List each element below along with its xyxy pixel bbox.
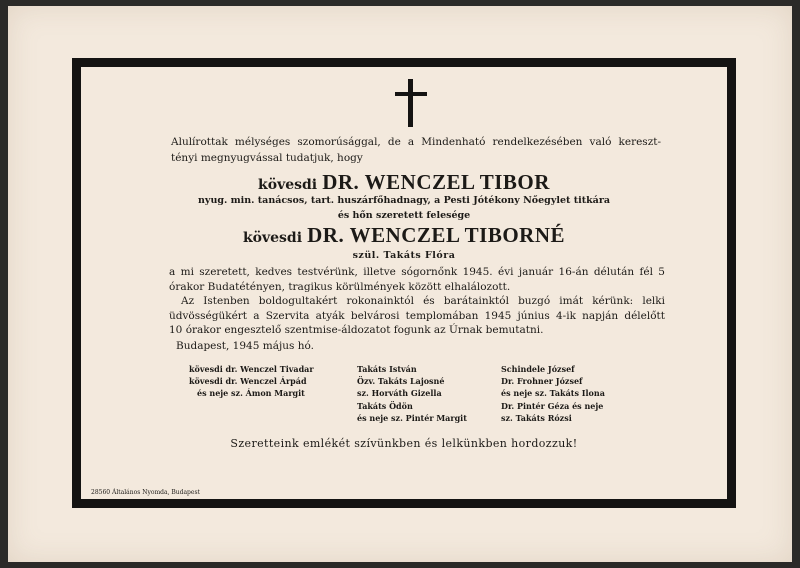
paragraph-line: a mi szeretett, kedves testvérünk, illetve sógornőnk 1945. évi január 16-án délután fél 5	[169, 266, 665, 278]
paragraph-line: Az Istenben boldogultakért rokonainktól és barátainktól buzgó imát kérünk: lelki	[181, 295, 665, 307]
mourner-name: kövesdi dr. Wenczel Tivadar	[189, 364, 314, 374]
mourner-name: Dr. Frohner József	[501, 376, 583, 387]
mourner-name: Dr. Pintér Géza és neje	[501, 400, 604, 411]
name-prefix: kövesdi	[242, 230, 303, 246]
deceased-name-2	[81, 223, 727, 248]
deceased-name-1	[81, 170, 727, 195]
paragraph-line: 10 órakor engesztelő szentmise-áldozatot fogunk az Úrnak bemutatni.	[169, 324, 544, 336]
intro-line: tényi megnyugvással tudatjuk, hogy	[171, 151, 363, 164]
deceased-name: DR. WENCZEL TIBORNÉ	[307, 223, 566, 247]
mourner-name: és neje sz. Takáts Ilona	[501, 388, 605, 399]
mass-paragraph	[169, 294, 665, 338]
mourner-name: sz. Takáts Rózsi	[501, 412, 572, 423]
mourner-name: kövesdi dr. Wenczel Árpád	[189, 376, 307, 387]
printer-imprint: 28560 Általános Nyomda, Budapest	[91, 489, 200, 496]
mourner-name: Özv. Takáts Lajosné	[357, 376, 445, 387]
and-wife-text: és hőn szeretett felesége	[337, 210, 471, 221]
name-prefix: kövesdi	[258, 177, 318, 193]
mourner-name: és neje sz. Pintér Margit	[357, 412, 467, 423]
death-paragraph	[169, 265, 665, 294]
mourner-name: Takáts Ödön	[357, 400, 413, 411]
deceased-name: DR. WENCZEL TIBOR	[322, 170, 550, 194]
mourning-border	[72, 58, 736, 508]
mourner-name: és neje sz. Ámon Margit	[197, 388, 305, 399]
mourner-name: Schindele József	[501, 364, 575, 374]
closing-line: Szeretteink emlékét szívünkben és lelkünkben hordozzuk!	[230, 437, 578, 450]
mourner-name: sz. Horváth Gizella	[357, 388, 442, 399]
paper-sheet	[8, 6, 792, 562]
paragraph-line: órakor Budatétényen, tragikus körülmények között elhalálozott.	[169, 280, 511, 293]
mourner-name: Takáts István	[357, 364, 417, 374]
mourners-column-3	[501, 363, 605, 424]
intro-text	[171, 135, 661, 166]
place-date: Budapest, 1945 május hó.	[176, 340, 314, 352]
mourners-column-2	[357, 363, 467, 424]
deceased-title: nyug. min. tanácsos, tart. huszárfőhadnagy, a Pesti Jótékony Nőegylet titkára	[198, 195, 610, 206]
mourners-column-1	[189, 363, 314, 400]
maiden-name: szül. Takáts Flóra	[352, 250, 456, 261]
intro-line: Alulírottak mélységes szomorúsággal, de a Mindenható rendelkezésében való kereszt-	[171, 136, 661, 148]
paragraph-line: üdvösségükért a Szervita atyák belvárosi templomában 1945 június 4-ik napján délelőtt	[169, 309, 665, 322]
cross-icon	[391, 79, 431, 129]
